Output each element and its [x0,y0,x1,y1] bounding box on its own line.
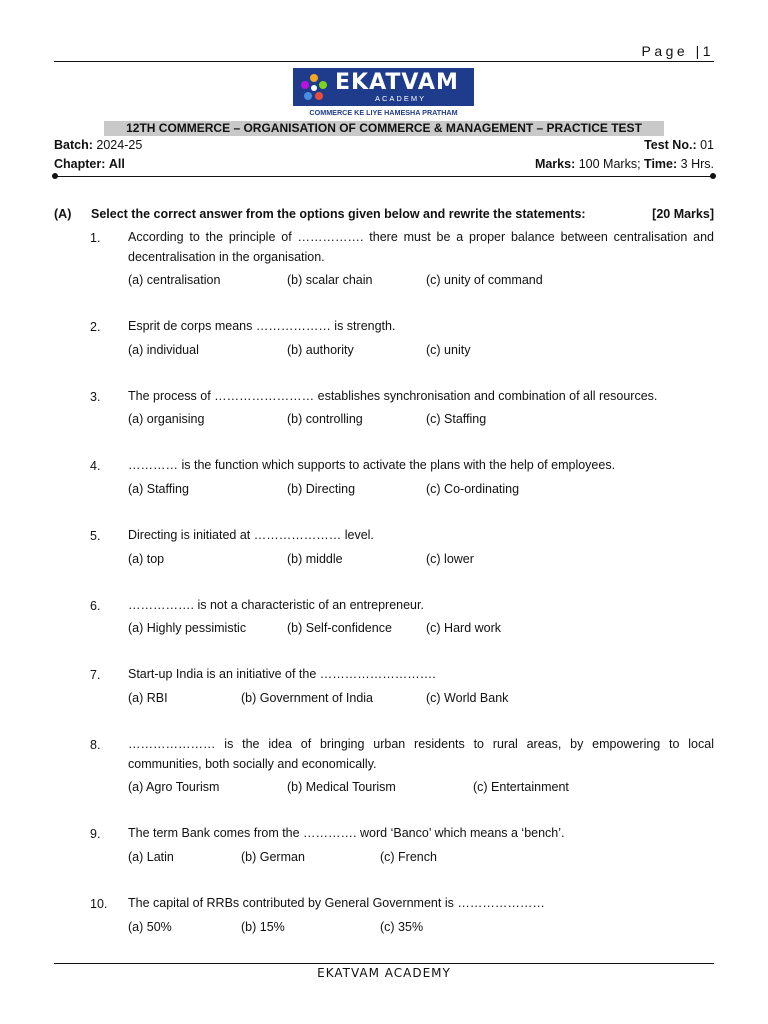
option-a: (a) individual [128,343,199,357]
question-number: 4. [90,459,101,473]
option-b: (b) German [241,850,305,864]
option-b: (b) 15% [241,920,285,934]
chapter-value: All [108,157,125,171]
chapter-info [54,157,125,171]
option-a: (a) Highly pessimistic [128,621,247,635]
question-text: According to the principle of ……………. there must be a proper balance between centralisation and decentralisation in the organisation. [128,230,714,264]
footer-text: EKATVAM ACADEMY [317,966,451,980]
question-text: The capital of RRBs contributed by General Government is ………………… [128,896,545,910]
question-text: ………………… is the idea of bringing urban residents to rural areas, by empowering to local communities, both socially and economically. [128,737,714,771]
option-b: (b) scalar chain [287,273,373,287]
option-a: (a) Agro Tourism [128,780,220,794]
option-c: (c) Staffing [426,412,487,426]
question-text: The process of …………………… establishes synchronisation and combination of all resources. [128,389,658,403]
question-number: 9. [90,827,101,841]
option-a: (a) Latin [128,850,174,864]
section-marks: [20 Marks] [652,207,714,221]
question-text: ………… is the function which supports to activate the plans with the help of employees. [128,458,616,472]
page-number: Page |1 [641,43,714,59]
question-number: 10. [90,897,108,911]
marks-time-info [535,157,714,171]
option-b: (b) Government of India [241,691,374,705]
question-text: Directing is initiated at ………………… level. [128,528,374,542]
option-c: (c) Hard work [426,621,502,635]
question-number: 6. [90,599,101,613]
option-b: (b) authority [287,343,354,357]
question-number: 8. [90,738,101,752]
question-number: 3. [90,390,101,404]
section-divider [54,176,714,177]
section-letter: (A) [54,207,72,221]
option-c: (c) lower [426,552,474,566]
question-number: 7. [90,668,101,682]
people-circle-icon [299,72,329,102]
option-c: (c) unity [426,343,471,357]
test-number-info [644,138,714,152]
option-c: (c) 35% [380,920,424,934]
question-number: 2. [90,320,101,334]
time-value: 3 Hrs. [680,157,714,171]
option-a: (a) RBI [128,691,168,705]
section-instruction: Select the correct answer from the options given below and rewrite the statements: [91,207,586,221]
question-number: 1. [90,231,101,245]
footer-divider [54,963,714,964]
header-divider [54,61,714,62]
option-c: (c) unity of command [426,273,543,287]
option-b: (b) controlling [287,412,363,426]
academy-logo [293,68,474,120]
marks-label: Marks: [534,157,576,171]
option-c: (c) Entertainment [473,780,569,794]
question-text: Esprit de corps means ……………… is strength. [128,319,396,333]
question-text: The term Bank comes from the …………. word ‘Banco’ which means a ‘bench’. [128,826,565,840]
option-a: (a) 50% [128,920,172,934]
question-text: ……………. is not a characteristic of an entrepreneur. [128,598,424,612]
marks-value: 100 Marks; [578,157,641,171]
option-c: (c) Co-ordinating [426,482,520,496]
question-text: Start-up India is an initiative of the ………………………. [128,667,436,681]
logo-banner [293,68,474,106]
batch-label: Batch: [54,138,93,152]
chapter-label: Chapter: [54,157,106,171]
option-a: (a) organising [128,412,205,426]
option-b: (b) middle [287,552,343,566]
logo-name: EKATVAM [335,70,459,95]
batch-info [54,138,142,152]
logo-subtitle: ACADEMY [375,94,427,103]
divider-dot-left [52,173,58,179]
logo-tagline: COMMERCE KE LIYE HAMESHA PRATHAM [309,108,458,117]
option-a: (a) Staffing [128,482,189,496]
test-title: 12TH COMMERCE – ORGANISATION OF COMMERCE & MANAGEMENT – PRACTICE TEST [104,121,664,136]
option-a: (a) centralisation [128,273,221,287]
option-b: (b) Self-confidence [287,621,392,635]
option-a: (a) top [128,552,165,566]
option-b: (b) Directing [287,482,356,496]
divider-dot-right [710,173,716,179]
batch-value: 2024-25 [96,138,143,152]
option-b: (b) Medical Tourism [287,780,396,794]
test-label: Test No.: [644,138,697,152]
question-number: 5. [90,529,101,543]
option-c: (c) French [380,850,437,864]
time-label: Time: [644,157,678,171]
option-c: (c) World Bank [426,691,509,705]
test-value: 01 [700,138,714,152]
